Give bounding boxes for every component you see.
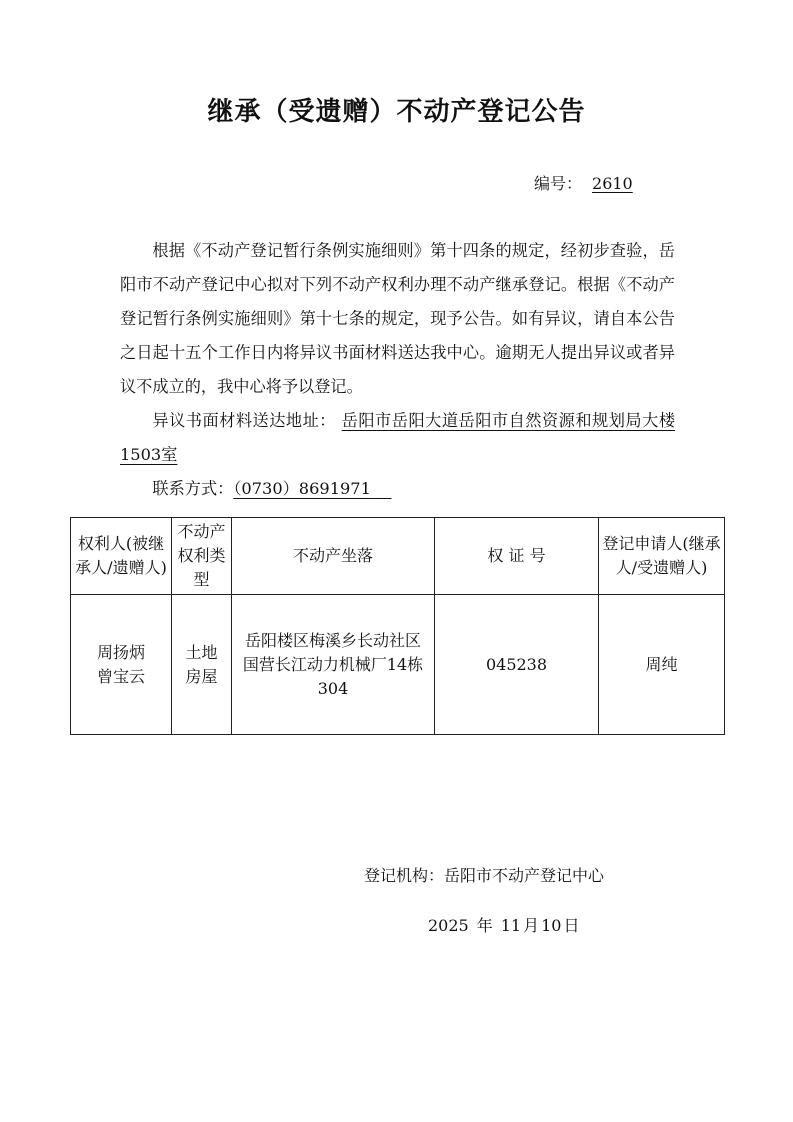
- serial-value: 2610: [592, 174, 633, 193]
- address-value: 岳阳市岳阳大道岳阳市自然资源和规划局大楼1503室: [120, 411, 676, 464]
- header-owner: 权利人(被继承人/遗赠人): [71, 518, 172, 595]
- header-applicant: 登记申请人(继承人/受遗赠人): [599, 518, 725, 595]
- registration-org: 登记机构：岳阳市不动产登记中心: [364, 866, 605, 885]
- table-row: [71, 595, 725, 735]
- contact-info: [120, 472, 675, 506]
- address-label: 异议书面材料送达地址：: [152, 411, 337, 430]
- serial-number: [534, 172, 633, 196]
- page-title: 继承（受遗赠）不动产登记公告: [207, 97, 586, 127]
- contact-label: 联系方式：: [152, 479, 234, 498]
- header-location: 不动产坐落: [232, 518, 435, 595]
- header-cert: 权 证 号: [435, 518, 599, 595]
- serial-label: 编号：: [534, 174, 583, 193]
- cell-applicant: 周纯: [599, 595, 725, 735]
- cell-type: 土地 房屋: [172, 595, 232, 735]
- objection-address: [120, 404, 675, 472]
- notice-body: [120, 234, 675, 506]
- table-header-row: [71, 518, 725, 595]
- date-day-unit: 日: [563, 916, 580, 935]
- property-table: [70, 517, 725, 735]
- header-type: 不动产权利类型: [172, 518, 232, 595]
- date-year-unit: 年: [476, 916, 493, 935]
- date-day: 10: [541, 916, 562, 935]
- cell-owner: 周扬炳 曾宝云: [71, 595, 172, 735]
- notice-date: [428, 914, 587, 938]
- date-month-unit: 月: [523, 916, 540, 935]
- notice-paragraph: 根据《不动产登记暂行条例实施细则》第十四条的规定，经初步查验，岳阳市不动产登记中心拟对下列不动产权利办理不动产继承登记。根据《不动产登记暂行条例实施细则》第十七条的规定，现予公告。如有异议，请自本公告之日起十五个工作日内将异议书面材料送达我中心。逾期无人提出异议或者异议不成立的，我中心将予以登记。: [120, 241, 675, 396]
- date-month: 11: [500, 916, 522, 935]
- cell-location: 岳阳楼区梅溪乡长动社区国营长江动力机械厂14栋304: [232, 595, 435, 735]
- date-year: 2025: [428, 916, 469, 935]
- cell-cert: 045238: [435, 595, 599, 735]
- contact-value: （0730）8691971: [233, 479, 371, 498]
